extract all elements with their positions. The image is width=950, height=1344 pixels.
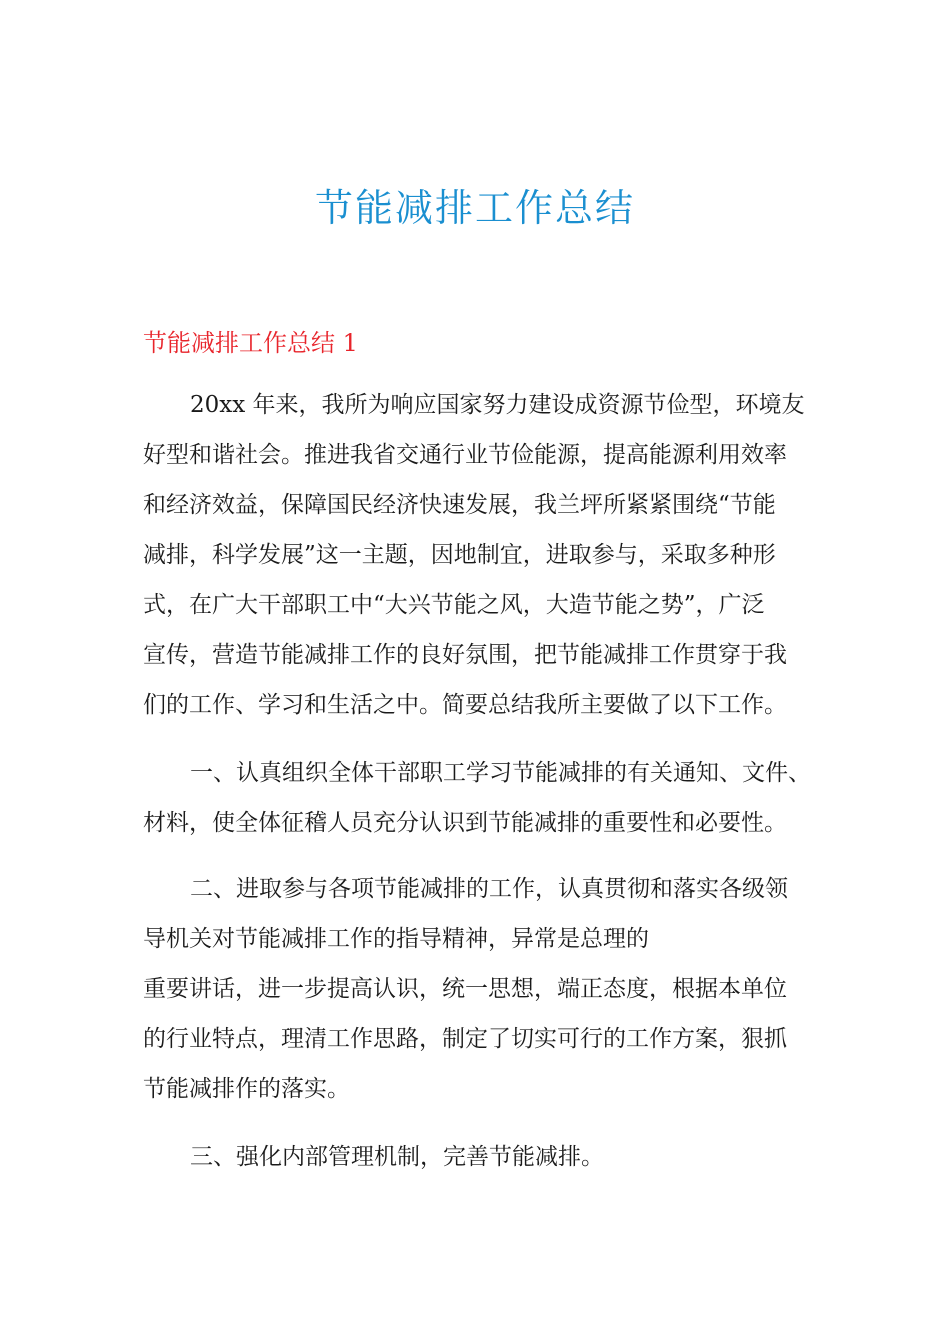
paragraph-3-line: 二、进取参与各项节能减排的工作，认真贯彻和落实各级领 <box>190 876 788 902</box>
paragraph-1-line: 和经济效益，保障国民经济快速发展，我兰坪所紧紧围绕“节能 <box>143 492 776 518</box>
document-title: 节能减排工作总结 <box>314 186 635 230</box>
paragraph-1-line: 减排，科学发展”这一主题，因地制宜，进取参与，采取多种形 <box>143 542 776 568</box>
section-heading: 节能减排工作总结 1 <box>143 329 358 357</box>
paragraph-3-line: 导机关对节能减排工作的指导精神，异常是总理的 <box>143 926 649 952</box>
paragraph-3-line: 的行业特点，理清工作思路，制定了切实可行的工作方案，狠抓 <box>143 1026 787 1052</box>
paragraph-2-line: 材料，使全体征稽人员充分认识到节能减排的重要性和必要性。 <box>143 810 787 836</box>
paragraph-4-line: 三、强化内部管理机制，完善节能减排。 <box>190 1144 604 1170</box>
paragraph-1-line: 好型和谐社会。推进我省交通行业节俭能源，提高能源利用效率 <box>143 442 787 468</box>
paragraph-1-line: 宣传，营造节能减排工作的良好氛围，把节能减排工作贯穿于我 <box>143 642 787 668</box>
paragraph-3-line: 重要讲话，进一步提高认识，统一思想，端正态度，根据本单位 <box>143 976 787 1002</box>
paragraph-1-line: 们的工作、学习和生活之中。简要总结我所主要做了以下工作。 <box>143 692 787 718</box>
paragraph-3-line: 节能减排作的落实。 <box>143 1076 350 1102</box>
paragraph-1-line: 式，在广大干部职工中“大兴节能之风，大造节能之势”，广泛 <box>143 592 765 618</box>
paragraph-2-line: 一、认真组织全体干部职工学习节能减排的有关通知、文件、 <box>190 760 811 786</box>
paragraph-1-line: 20xx 年来，我所为响应国家努力建设成资源节俭型，环境友 <box>190 392 805 418</box>
